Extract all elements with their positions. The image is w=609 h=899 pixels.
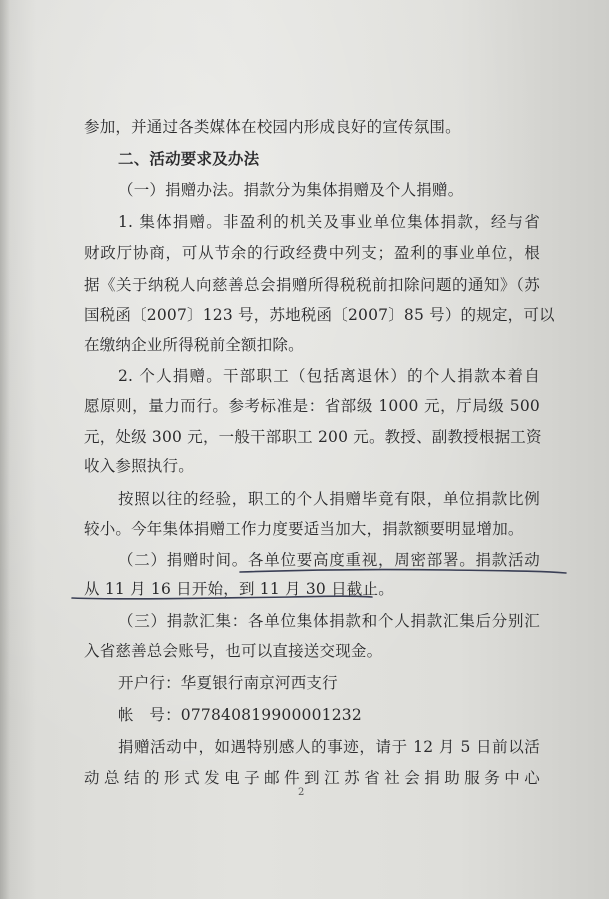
bank-name-line: 开户行：华夏银行南京河西支行 — [118, 674, 338, 692]
text-line-5: 财政厅协商，可从节余的行政经费中列支；盈利的事业单位，根 — [84, 244, 540, 262]
text-line-11: 元，处级 300 元，一般干部职工 200 元。教授、副教授根据工资 — [84, 428, 542, 446]
text-line-1: 参加，并通过各类媒体在校园内形成良好的宣传氛围。 — [84, 118, 461, 136]
text-line-12: 收入参照执行。 — [84, 457, 194, 475]
text-line-6: 据《关于纳税人向慈善总会捐赠所得税税前扣除问题的通知》（苏 — [84, 276, 540, 294]
text-line-14: 较小。今年集体捐赠工作力度要适当加大，捐款额要明显增加。 — [84, 520, 524, 538]
text-line-17: （三）捐款汇集：各单位集体捐款和个人捐款汇集后分别汇 — [118, 612, 540, 630]
text-line-21: 捐赠活动中，如遇特别感人的事迹，请于 12 月 5 日前以活 — [118, 738, 540, 756]
text-line-7: 国税函〔2007〕123 号，苏地税函〔2007〕85 号）的规定，可以 — [84, 306, 555, 324]
text-line-18: 入省慈善总会账号，也可以直接送交现金。 — [84, 642, 383, 660]
text-line-8: 在缴纳企业所得税前全额扣除。 — [84, 336, 304, 354]
text-line-3: （一）捐赠办法。捐款分为集体捐赠及个人捐赠。 — [118, 181, 464, 199]
text-line-10: 愿原则，量力而行。参考标准是：省部级 1000 元，厅局级 500 — [84, 397, 540, 415]
section-heading: 二、活动要求及办法 — [118, 149, 260, 168]
text-line-22: 动总结的形式发电子邮件到江苏省社会捐助服务中心 — [84, 769, 540, 787]
page-number: 2 — [298, 787, 305, 798]
text-line-4: 1. 集体捐赠。非盈利的机关及事业单位集体捐款，经与省 — [118, 213, 540, 231]
text-line-13: 按照以往的经验，职工的个人捐赠毕竟有限，单位捐款比例 — [118, 490, 540, 508]
text-line-9: 2. 个人捐赠。干部职工（包括离退休）的个人捐款本着自 — [118, 367, 540, 385]
text-line-16: 从 11 月 16 日开始，到 11 月 30 日截止。 — [84, 580, 394, 598]
text-line-15: （二）捐赠时间。各单位要高度重视，周密部署。捐款活动 — [118, 551, 540, 569]
underline-mark-1 — [240, 570, 566, 573]
account-number-line: 帐 号：077840819900001232 — [118, 706, 362, 724]
